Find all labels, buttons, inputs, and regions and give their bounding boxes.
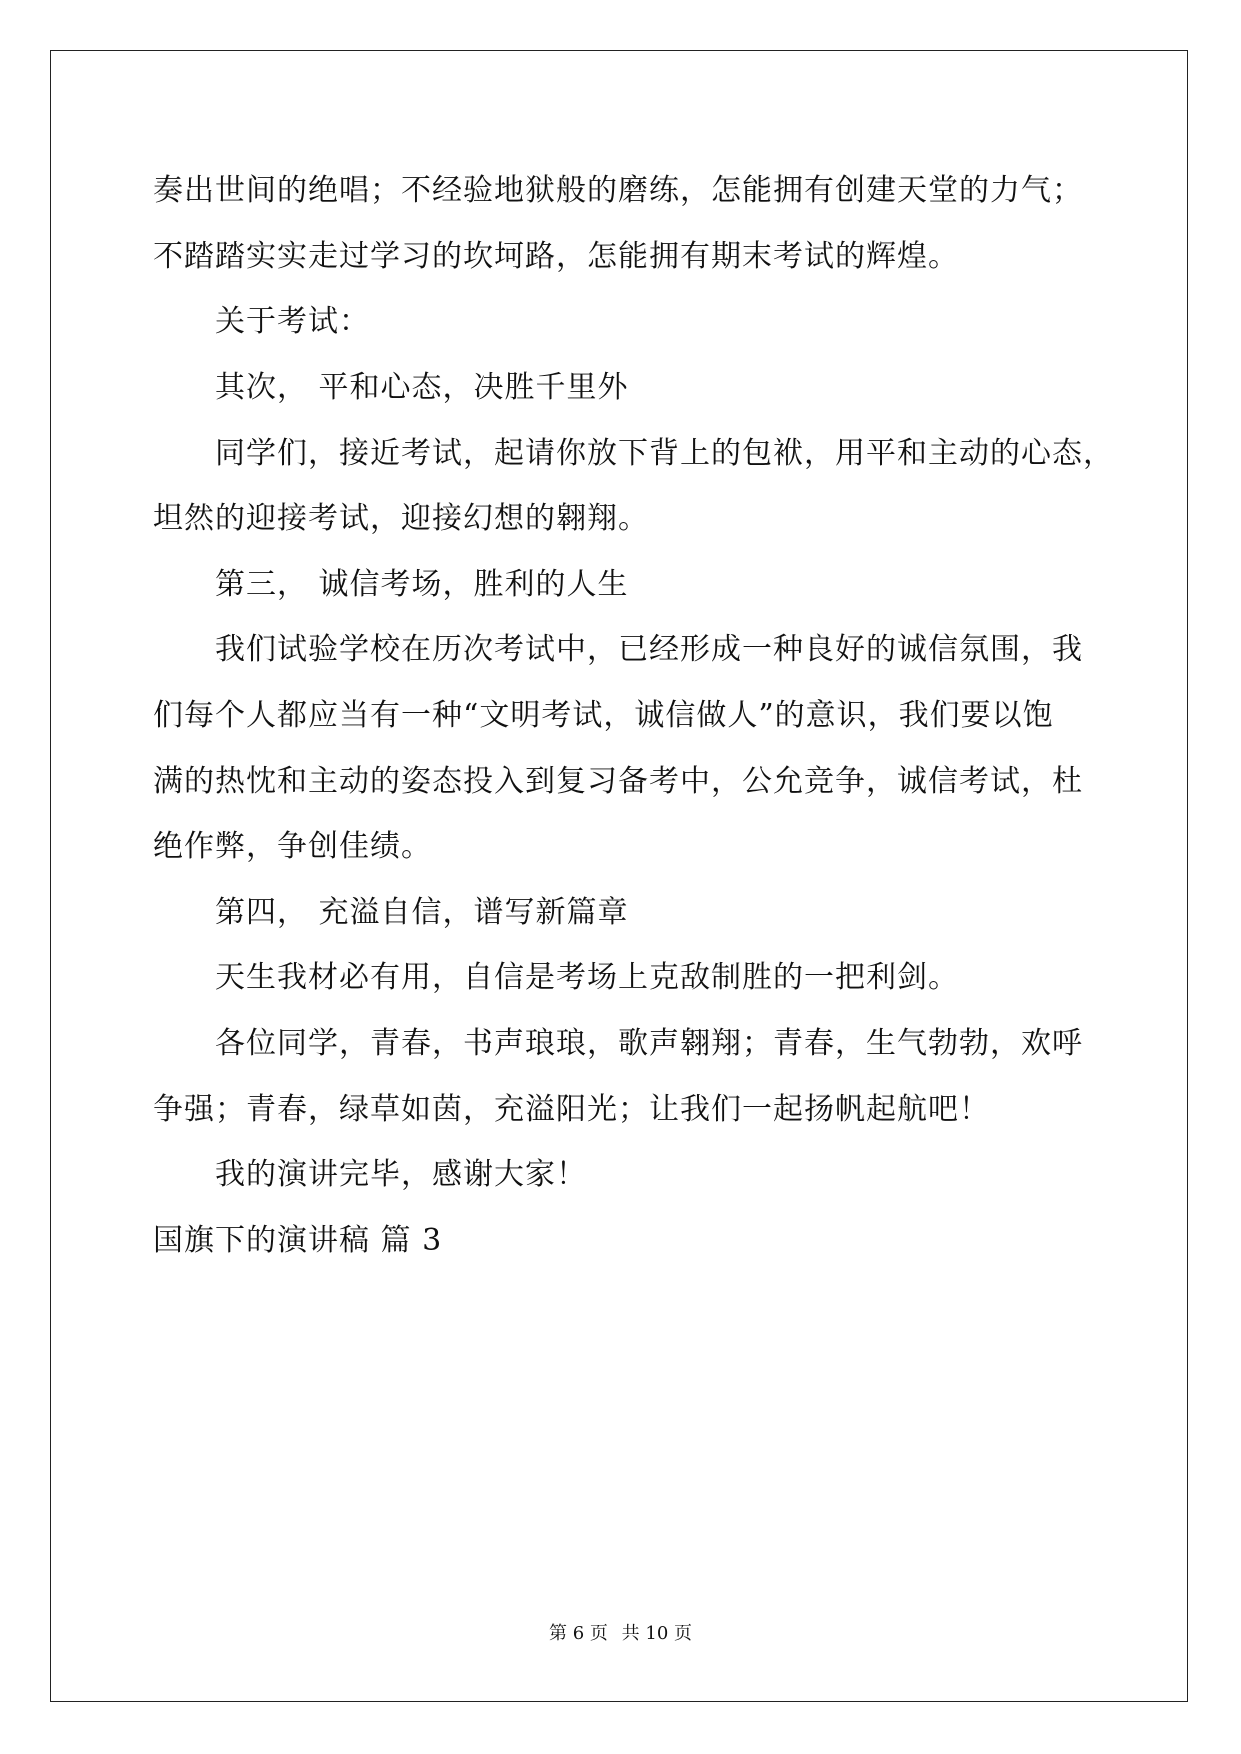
page-border	[50, 50, 1188, 1702]
body-line: 满的热忱和主动的姿态投入到复习备考中，公允竞争，诚信考试，杜	[153, 764, 1083, 799]
body-line: 我们试验学校在历次考试中，已经形成一种良好的诚信氛围，我	[215, 632, 1083, 667]
article-title: 国旗下的演讲稿 篇 3	[153, 1223, 443, 1258]
body-line: 们每个人都应当有一种“文明考试，诚信做人”的意识，我们要以饱	[153, 698, 1054, 733]
section-heading: 其次， 平和心态，决胜千里外	[215, 370, 629, 405]
page-number: 第 6 页	[549, 1623, 608, 1644]
body-line: 同学们，接近考试，起请你放下背上的包袱，用平和主动的心态，	[215, 436, 1114, 471]
body-line: 天生我材必有用，自信是考场上克敌制胜的一把利剑。	[215, 960, 959, 995]
page-total: 共 10 页	[621, 1623, 692, 1644]
body-line: 争强；青春，绿草如茵，充溢阳光；让我们一起扬帆起航吧！	[153, 1092, 990, 1127]
body-line: 各位同学，青春，书声琅琅，歌声翱翔；青春，生气勃勃，欢呼	[215, 1026, 1083, 1061]
body-line: 绝作弊，争创佳绩。	[153, 829, 432, 864]
section-heading: 第四， 充溢自信，谱写新篇章	[215, 895, 629, 930]
section-heading: 第三， 诚信考场，胜利的人生	[215, 567, 629, 602]
body-line: 我的演讲完毕，感谢大家！	[215, 1157, 587, 1192]
body-line: 奏出世间的绝唱；不经验地狱般的磨练，怎能拥有创建天堂的力气；	[153, 173, 1083, 208]
body-line: 不踏踏实实走过学习的坎坷路，怎能拥有期末考试的辉煌。	[153, 239, 959, 274]
page-footer	[0, 1622, 1241, 1646]
section-label: 关于考试：	[215, 304, 370, 339]
body-line: 坦然的迎接考试，迎接幻想的翱翔。	[153, 501, 649, 536]
